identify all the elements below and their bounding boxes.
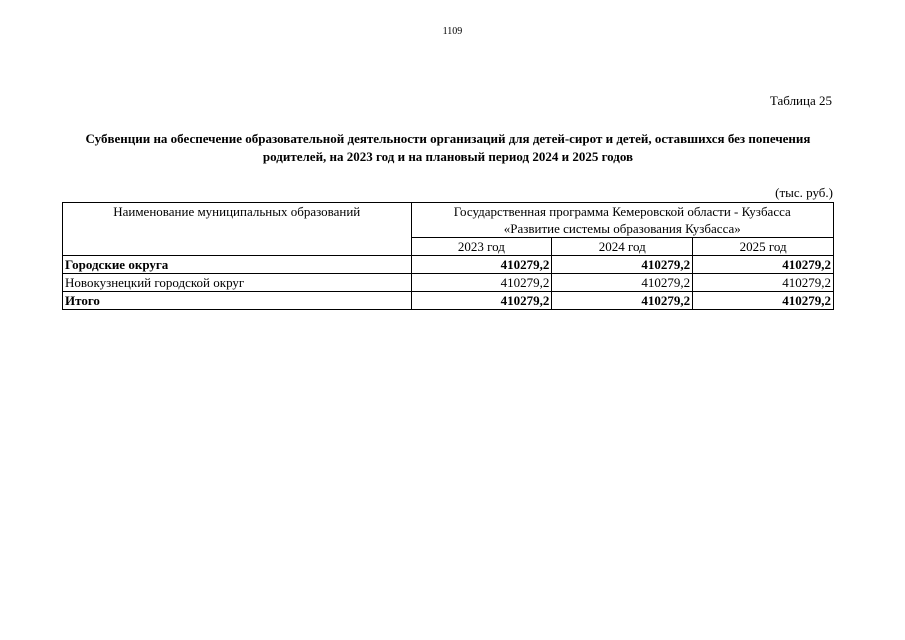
row-value-2024: 410279,2 [552, 256, 693, 274]
table-header-row [63, 203, 834, 238]
header-year-2024: 2024 год [552, 238, 693, 256]
table-row-novokuznetsk [63, 274, 834, 292]
header-program [411, 203, 834, 238]
subventions-table [62, 202, 834, 310]
document-title: Субвенции на обеспечение образовательной деятельности организаций для детей-сирот и детей, оставшихся без попечения родителей, на 2023 год и на плановый период 2024 и 2025 годов [85, 131, 811, 164]
table-row-urban-districts [63, 256, 834, 274]
header-year-2023: 2023 год [411, 238, 552, 256]
row-value-2024: 410279,2 [552, 274, 693, 292]
row-value-2023: 410279,2 [411, 274, 552, 292]
table-row-total [63, 292, 834, 310]
row-value-2024: 410279,2 [552, 292, 693, 310]
units-label: (тыс. руб.) [775, 185, 833, 200]
header-municipality-name: Наименование муниципальных образований [63, 203, 412, 256]
row-value-2025: 410279,2 [693, 292, 834, 310]
row-name: Новокузнецкий городской округ [63, 274, 412, 292]
row-name: Итого [63, 292, 412, 310]
row-value-2023: 410279,2 [411, 292, 552, 310]
header-year-2025: 2025 год [693, 238, 834, 256]
table-label: Таблица 25 [769, 93, 832, 108]
header-program-line1: Государственная программа Кемеровской области - Кузбасса [453, 204, 791, 219]
row-name: Городские округа [63, 256, 412, 274]
header-program-line2: «Развитие системы образования Кузбасса» [503, 221, 741, 236]
page-number: 1109 [442, 26, 463, 37]
row-value-2025: 410279,2 [693, 274, 834, 292]
row-value-2023: 410279,2 [411, 256, 552, 274]
row-value-2025: 410279,2 [693, 256, 834, 274]
